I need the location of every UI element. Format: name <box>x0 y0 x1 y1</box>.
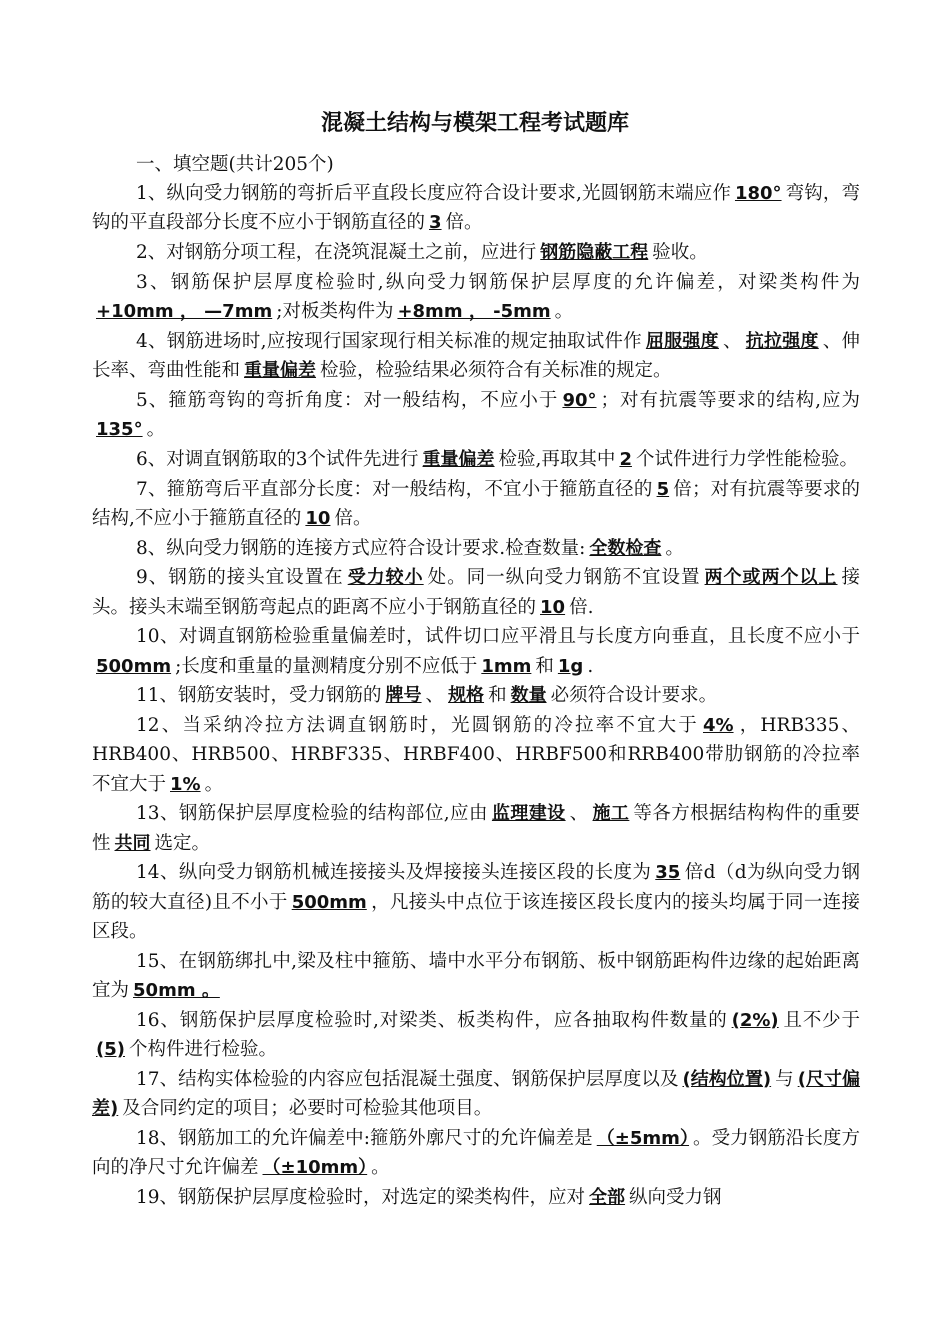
question-text: 及合同约定的项目；必要时可检验其他项目。 <box>122 1097 493 1119</box>
question-text: 纵向受力钢 <box>629 1186 722 1208</box>
answer-blank: 3 <box>429 212 442 234</box>
question-item <box>92 1006 860 1064</box>
question-text: 10、对调直钢筋检验重量偏差时，试件切口应平滑且与长度方向垂直，且长度不应小于 <box>136 626 860 648</box>
question-text: 、 <box>425 685 445 707</box>
question-item <box>92 179 860 237</box>
question-item <box>92 1065 860 1123</box>
answer-blank: +10mm ， —7mm <box>96 301 273 322</box>
question-text: 11、钢筋安装时，受力钢筋的 <box>136 685 382 707</box>
answer-blank: 35 <box>655 862 681 884</box>
answer-blank: (尺寸偏差) <box>92 1068 861 1119</box>
question-text: 与 <box>775 1068 794 1090</box>
answer-blank: 2 <box>619 448 632 470</box>
question-text: 检验，检验结果必须符合有关标准的规定。 <box>320 360 672 381</box>
question-text: 2、对钢筋分项工程，在浇筑混凝土之前，应进行 <box>136 242 537 263</box>
answer-blank: 500mm <box>291 891 367 913</box>
answer-blank: （±5mm） <box>596 1127 690 1149</box>
question-text: 且不少于 <box>782 1009 860 1031</box>
question-item <box>92 799 860 857</box>
answer-blank: 重量偏差 <box>244 360 317 381</box>
answer-blank: 90° <box>562 389 597 411</box>
question-text: 15、在钢筋绑扎中,梁及柱中箍筋、墙中水平分布钢筋、板中钢筋距构件边缘的起始距离宜为 <box>92 950 860 1001</box>
question-text: ;长度和重量的量测精度分别不应低于 <box>175 655 478 677</box>
question-item <box>92 947 860 1005</box>
question-text: 16、钢筋保护层厚度检验时,对梁类、板类构件，应各抽取构件数量的 <box>136 1009 728 1031</box>
question-item <box>92 445 860 474</box>
question-text: 5、箍筋弯钩的弯折角度：对一般结构，不应小于 <box>136 389 559 411</box>
question-text: 倍d（d为纵向受力钢筋的较大直径)且不小于 <box>92 862 861 913</box>
answer-blank: (2%) <box>731 1009 779 1031</box>
question-text: ;对板类构件为 <box>276 301 394 322</box>
answer-blank: (结构位置) <box>682 1068 772 1090</box>
question-item <box>92 858 860 946</box>
question-text: 。 <box>554 301 574 322</box>
question-item <box>92 1183 860 1212</box>
answer-blank: +8mm ， -5mm <box>397 301 551 322</box>
question-text: 13、钢筋保护层厚度检验的结构部位,应由 <box>136 803 488 825</box>
answer-blank: 屈服强度 <box>645 330 719 352</box>
question-item <box>92 1124 860 1182</box>
question-text: ，HRB335、HRB400、HRB500、HRBF335、HRBF400、HRBF500和RRB400带肋钢筋的冷拉率不宜大于 <box>92 715 861 795</box>
question-text: 、 <box>722 330 742 352</box>
question-text: 。 <box>146 419 166 440</box>
question-text: 检验,再取其中 <box>498 448 616 470</box>
question-text: 7、箍筋弯后平直部分长度：对一般结构，不宜小于箍筋直径的 <box>136 478 653 500</box>
question-text: 选定。 <box>154 832 211 854</box>
question-text: 、 <box>569 803 589 825</box>
question-text: 1、纵向受力钢筋的弯折后平直段长度应符合设计要求,光圆钢筋末端应作 <box>136 183 731 204</box>
answer-blank: 受力较小 <box>347 567 424 589</box>
question-item <box>92 238 860 267</box>
answer-blank: 全部 <box>589 1186 626 1208</box>
question-item <box>92 534 860 563</box>
answer-blank: 抗拉强度 <box>745 330 819 352</box>
question-item <box>92 386 860 444</box>
section-heading: 一、填空题(共计205个) <box>136 154 334 175</box>
question-text: 和 <box>535 655 554 677</box>
answer-blank: 10 <box>540 596 566 618</box>
question-text: 。 <box>204 773 224 795</box>
answer-blank: （±10mm） <box>262 1156 368 1178</box>
answer-blank: 180° <box>734 183 782 204</box>
question-text: 19、钢筋保护层厚度检验时，对选定的梁类构件，应对 <box>136 1186 586 1208</box>
question-item <box>92 268 860 326</box>
question-item <box>92 711 860 799</box>
question-text: 弯钩，弯钩的平直段部分长度不应小于钢筋直径的 <box>92 183 860 234</box>
answer-blank: 重量偏差 <box>422 448 495 470</box>
question-item <box>92 681 860 710</box>
question-text: 倍. <box>569 596 594 618</box>
question-item <box>92 563 860 621</box>
question-text: 必须符合设计要求。 <box>550 685 718 707</box>
answer-blank: 10 <box>305 507 331 529</box>
question-text: 验收。 <box>652 242 708 263</box>
answer-blank: 两个或两个以上 <box>704 567 838 589</box>
answer-blank: 4% <box>702 715 734 737</box>
question-text: 6、对调直钢筋取的3个试件先进行 <box>136 448 419 470</box>
answer-blank: 规格 <box>448 685 485 707</box>
question-item <box>92 327 860 385</box>
question-item <box>92 475 860 533</box>
answer-blank: 施工 <box>592 803 630 825</box>
question-text: 3、钢筋保护层厚度检验时,纵向受力钢筋保护层厚度的允许偏差，对梁类构件为 <box>136 271 860 293</box>
question-text: ，凡接头中点位于该连接区段长度内的接头均属于同一连接区段。 <box>92 891 861 942</box>
question-text: 、伸长率、弯曲性能和 <box>92 330 861 381</box>
question-text: 12、当采纳冷拉方法调直钢筋时，光圆钢筋的冷拉率不宜大于 <box>136 715 699 737</box>
question-text: 个构件进行检验。 <box>128 1038 277 1060</box>
question-text: . <box>587 655 594 677</box>
answer-blank: 1g <box>557 655 584 677</box>
question-text: 个试件进行力学性能检验。 <box>635 448 858 470</box>
question-list <box>92 179 860 1212</box>
answer-blank: 1mm <box>481 655 532 677</box>
answer-blank: 监理建设 <box>491 803 566 825</box>
answer-blank: (5) <box>96 1038 125 1060</box>
question-text: 17、结构实体检验的内容应包括混凝土强度、钢筋保护层厚度以及 <box>136 1068 679 1090</box>
question-text: 8、纵向受力钢筋的连接方式应符合设计要求.检查数量: <box>136 537 586 559</box>
answer-blank: 数量 <box>510 685 547 707</box>
question-text: 处。同一纵向受力钢筋不宜设置 <box>427 567 701 589</box>
question-text: 4、钢筋进场时,应按现行国家现行相关标准的规定抽取试件作 <box>136 330 642 352</box>
question-text: 14、纵向受力钢筋机械连接接头及焊接接头连接区段的长度为 <box>136 862 652 884</box>
question-text: 和 <box>488 685 507 707</box>
answer-blank: 全数检查 <box>589 537 662 559</box>
question-text: 倍。 <box>334 507 372 529</box>
answer-blank: 5 <box>656 478 670 500</box>
question-text: 等各方根据结构构件的重要性 <box>92 803 860 854</box>
answer-blank: 钢筋隐蔽工程 <box>540 242 649 263</box>
question-text: ；对有抗震等要求的结构,应为 <box>600 389 860 411</box>
answer-blank: 共同 <box>114 832 151 854</box>
question-text: 接头。接头末端至钢筋弯起点的距离不应小于钢筋直径的 <box>92 567 861 618</box>
page-title: 混凝土结构与模架工程考试题库 <box>320 111 629 136</box>
question-text: 18、钢筋加工的允许偏差中:箍筋外廓尺寸的允许偏差是 <box>136 1127 593 1149</box>
answer-blank: 牌号 <box>385 685 422 707</box>
question-item <box>92 622 860 680</box>
question-text: 。受力钢筋沿长度方向的净尺寸允许偏差 <box>92 1127 860 1178</box>
answer-blank: 50mm 。 <box>133 979 220 1001</box>
answer-blank: 500mm <box>96 655 172 677</box>
answer-blank: 135° <box>96 419 143 440</box>
question-text: 倍。 <box>445 212 483 234</box>
answer-blank: 1% <box>170 773 201 795</box>
question-text: 。 <box>665 537 684 559</box>
question-text: 9、钢筋的接头宜设置在 <box>136 567 344 589</box>
question-text: 。 <box>371 1156 390 1178</box>
question-text: 倍；对有抗震等要求的结构,不应小于箍筋直径的 <box>92 478 860 529</box>
